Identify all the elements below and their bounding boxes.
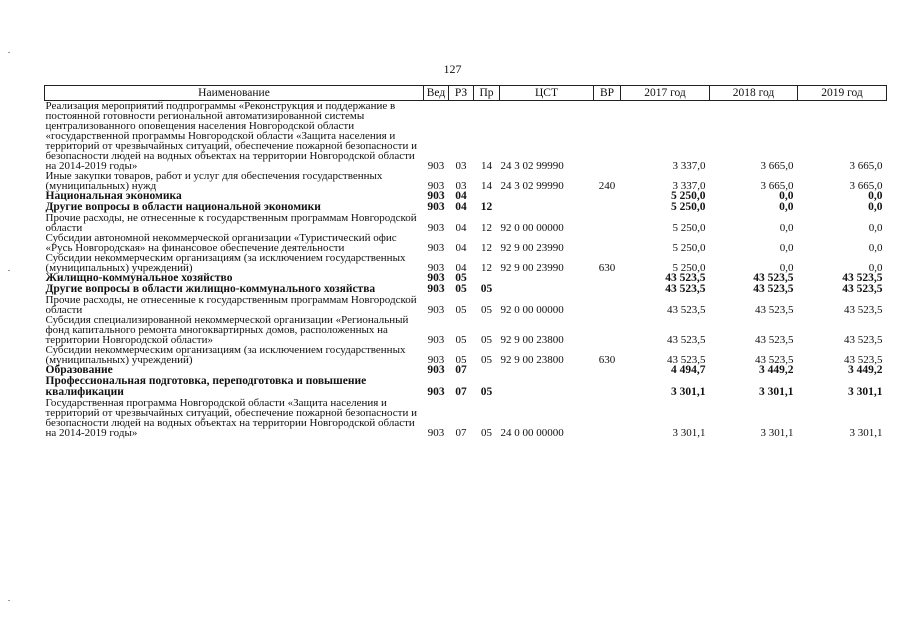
page-number: 127 [443, 62, 462, 76]
cell-cst: 24 3 02 99990 [500, 160, 564, 172]
cell-cst: 92 0 00 00000 [500, 222, 564, 234]
cell-2019: 0,0 [868, 262, 883, 274]
cell-vr [594, 191, 621, 202]
table-row [45, 376, 887, 398]
cell-rz: 04 [455, 222, 467, 234]
header-cst: ЦСТ [500, 86, 594, 101]
cell-2018: 43 523,5 [753, 283, 794, 295]
cell-2017: 43 523,5 [667, 334, 706, 346]
cell-2019: 43 523,5 [842, 272, 883, 284]
cell-2018: 3 665,0 [760, 160, 794, 172]
cell-name: Образование [45, 364, 113, 376]
cell-cst [500, 273, 594, 284]
cell-2017: 3 301,1 [672, 427, 706, 439]
cell-2018: 0,0 [779, 262, 794, 274]
cell-vr [594, 273, 621, 284]
cell-2017: 5 250,0 [672, 222, 706, 234]
cell-2019: 43 523,5 [844, 354, 883, 366]
table-header-row [45, 86, 887, 101]
header-name: Наименование [45, 86, 424, 101]
cell-rz: 03 [455, 180, 467, 192]
cell-2019: 0,0 [868, 222, 883, 234]
cell-2018: 43 523,5 [755, 334, 794, 346]
table-row [45, 233, 887, 253]
cell-pr: 12 [480, 201, 493, 213]
cell-vr [594, 101, 621, 172]
cell-rz: 07 [455, 386, 467, 398]
cell-vr: 630 [598, 262, 616, 274]
cell-2019: 3 301,1 [848, 386, 883, 398]
table-row [45, 171, 887, 191]
cell-ved: 903 [427, 334, 445, 346]
cell-cst: 92 9 00 23990 [500, 242, 564, 254]
cell-2019: 43 523,5 [842, 283, 883, 295]
header-pr: Пр [474, 86, 500, 101]
header-ved: Вед [424, 86, 449, 101]
cell-rz: 05 [455, 272, 467, 284]
cell-2018: 3 665,0 [760, 180, 794, 192]
cell-vr [594, 202, 621, 213]
cell-pr: 12 [481, 222, 492, 234]
cell-rz: 04 [455, 262, 467, 274]
cell-rz: 04 [455, 190, 467, 202]
cell-vr [594, 284, 621, 295]
cell-2018: 0,0 [779, 190, 794, 202]
header-2017: 2017 год [621, 86, 710, 101]
cell-vr: 240 [598, 180, 616, 192]
cell-cst: 24 3 02 99990 [500, 180, 564, 192]
cell-ved: 903 [427, 272, 445, 284]
cell-rz: 04 [455, 201, 467, 213]
cell-ved: 903 [427, 160, 445, 172]
cell-2017: 3 301,1 [671, 386, 706, 398]
cell-2017: 43 523,5 [665, 272, 706, 284]
cell-name: Субсидии автономной некоммерческой организации «Туристический офис «Русь Новгородская» на финансовое обеспечение деятельности [45, 232, 397, 254]
cell-pr: 12 [481, 242, 492, 254]
table-row [45, 398, 887, 438]
cell-vr: 630 [598, 354, 616, 366]
cell-2018: 3 449,2 [759, 364, 794, 376]
table-row [45, 345, 887, 365]
table-row [45, 315, 887, 345]
cell-2018: 3 301,1 [760, 427, 794, 439]
cell-pr: 05 [481, 334, 492, 346]
cell-2019: 43 523,5 [844, 334, 883, 346]
header-2019: 2019 год [798, 86, 887, 101]
cell-name: Жилищно-коммунальное хозяйство [45, 272, 233, 284]
margin-mark [8, 270, 10, 271]
cell-2017: 5 250,0 [672, 242, 706, 254]
cell-2017: 3 337,0 [672, 180, 706, 192]
cell-cst: 92 9 00 23800 [500, 354, 564, 366]
cell-2017: 5 250,0 [671, 190, 706, 202]
cell-pr: 05 [481, 304, 492, 316]
cell-rz: 05 [455, 283, 467, 295]
table-row [45, 253, 887, 273]
cell-2018: 43 523,5 [753, 272, 794, 284]
cell-2019: 3 301,1 [849, 427, 883, 439]
cell-name: Профессиональная подготовка, переподготовка и повышение квалификации [45, 375, 367, 398]
cell-name: Прочие расходы, не отнесенные к государственным программам Новгородской области [45, 212, 417, 234]
cell-pr: 05 [480, 386, 493, 398]
header-rz: РЗ [449, 86, 474, 101]
cell-ved: 903 [427, 427, 445, 439]
cell-2019: 0,0 [868, 190, 883, 202]
cell-cst: 92 0 00 00000 [500, 304, 564, 316]
cell-ved: 903 [427, 180, 445, 192]
cell-2017: 43 523,5 [665, 283, 706, 295]
cell-cst [500, 376, 594, 398]
cell-cst: 24 0 00 00000 [500, 427, 564, 439]
cell-2017: 4 494,7 [671, 364, 706, 376]
cell-name: Государственная программа Новгородской области «Защита населения и территорий от чрезвычайных ситуаций, обеспечение пожарной безопасности и безопасности людей на водных объектах на территории Новгородской области на 2014-2019 годы» [45, 397, 418, 439]
cell-cst: 92 9 00 23990 [500, 262, 564, 274]
cell-2019: 3 665,0 [849, 180, 883, 192]
table-row [45, 213, 887, 233]
cell-pr: 14 [481, 180, 492, 192]
cell-cst [500, 365, 594, 376]
table-row [45, 101, 887, 172]
cell-vr [594, 376, 621, 398]
table-body [45, 101, 887, 439]
cell-pr: 05 [481, 427, 492, 439]
cell-pr: 12 [481, 262, 492, 274]
cell-ved: 903 [427, 242, 445, 254]
cell-rz: 07 [455, 427, 467, 439]
cell-vr [594, 295, 621, 315]
cell-vr [594, 398, 621, 438]
cell-2018: 0,0 [779, 242, 794, 254]
cell-2019: 43 523,5 [844, 304, 883, 316]
cell-2019: 3 449,2 [848, 364, 883, 376]
cell-rz: 04 [455, 242, 467, 254]
cell-name: Субсидии некоммерческим организациям (за исключением государственных (муниципальных) учреждений) [45, 344, 406, 366]
cell-vr [594, 365, 621, 376]
cell-2019: 0,0 [868, 201, 883, 213]
cell-pr [474, 365, 500, 376]
cell-2018: 43 523,5 [755, 304, 794, 316]
cell-name: Иные закупки товаров, работ и услуг для обеспечения государственных (муниципальных) нужд [45, 170, 383, 192]
margin-mark [8, 600, 10, 601]
cell-ved: 903 [427, 364, 445, 376]
cell-2019: 0,0 [868, 242, 883, 254]
cell-ved: 903 [427, 222, 445, 234]
cell-rz: 05 [455, 354, 467, 366]
cell-2018: 3 301,1 [759, 386, 794, 398]
cell-pr: 05 [481, 354, 492, 366]
cell-2017: 43 523,5 [667, 354, 706, 366]
cell-2017: 5 250,0 [671, 201, 706, 213]
cell-vr [594, 213, 621, 233]
header-2018: 2018 год [710, 86, 798, 101]
cell-2017: 3 337,0 [672, 160, 706, 172]
cell-2019: 3 665,0 [849, 160, 883, 172]
cell-rz: 07 [455, 364, 467, 376]
cell-ved: 903 [427, 262, 445, 274]
cell-name: Национальная экономика [45, 190, 182, 202]
cell-name: Другие вопросы в области жилищно-коммунального хозяйства [45, 283, 376, 295]
cell-rz: 05 [455, 334, 467, 346]
budget-table [44, 85, 887, 438]
cell-rz: 03 [455, 160, 467, 172]
cell-2018: 0,0 [779, 201, 794, 213]
cell-ved: 903 [427, 201, 445, 213]
cell-2018: 0,0 [779, 222, 794, 234]
cell-name: Субсидия специализированной некоммерческой организации «Региональный фонд капитального ремонта многоквартирных домов, расположенных на территории Новгородской области» [45, 314, 409, 346]
cell-name: Другие вопросы в области национальной экономики [45, 201, 321, 213]
cell-ved: 903 [427, 386, 445, 398]
cell-cst [500, 191, 594, 202]
cell-ved: 903 [427, 190, 445, 202]
cell-pr: 05 [480, 283, 493, 295]
table-row [45, 295, 887, 315]
cell-2017: 5 250,0 [672, 262, 706, 274]
cell-ved: 903 [427, 354, 445, 366]
cell-vr [594, 233, 621, 253]
cell-ved: 903 [427, 304, 445, 316]
cell-cst [500, 284, 594, 295]
cell-cst: 92 9 00 23800 [500, 334, 564, 346]
header-vr: ВР [594, 86, 621, 101]
cell-2018: 43 523,5 [755, 354, 794, 366]
cell-vr [594, 315, 621, 345]
cell-2017: 43 523,5 [667, 304, 706, 316]
cell-name: Прочие расходы, не отнесенные к государственным программам Новгородской области [45, 294, 417, 316]
margin-mark [8, 52, 10, 53]
cell-ved: 903 [427, 283, 445, 295]
cell-name: Субсидии некоммерческим организациям (за исключением государственных (муниципальных) учреждений) [45, 252, 406, 274]
cell-pr: 14 [481, 160, 492, 172]
cell-cst [500, 202, 594, 213]
cell-name: Реализация мероприятий подпрограммы «Реконструкция и поддержание в постоянной готовности региональной автоматизированной системы централизованного оповещения населения Новгородской области «государственной программы Новгородской области «Защита населения и территорий от чрезвычайных ситуаций, обеспечение пожарной безопасности и безопасности людей на водных объектах на территории Новгородской области на 2014-2019 годы» [45, 100, 418, 172]
cell-rz: 05 [455, 304, 467, 316]
